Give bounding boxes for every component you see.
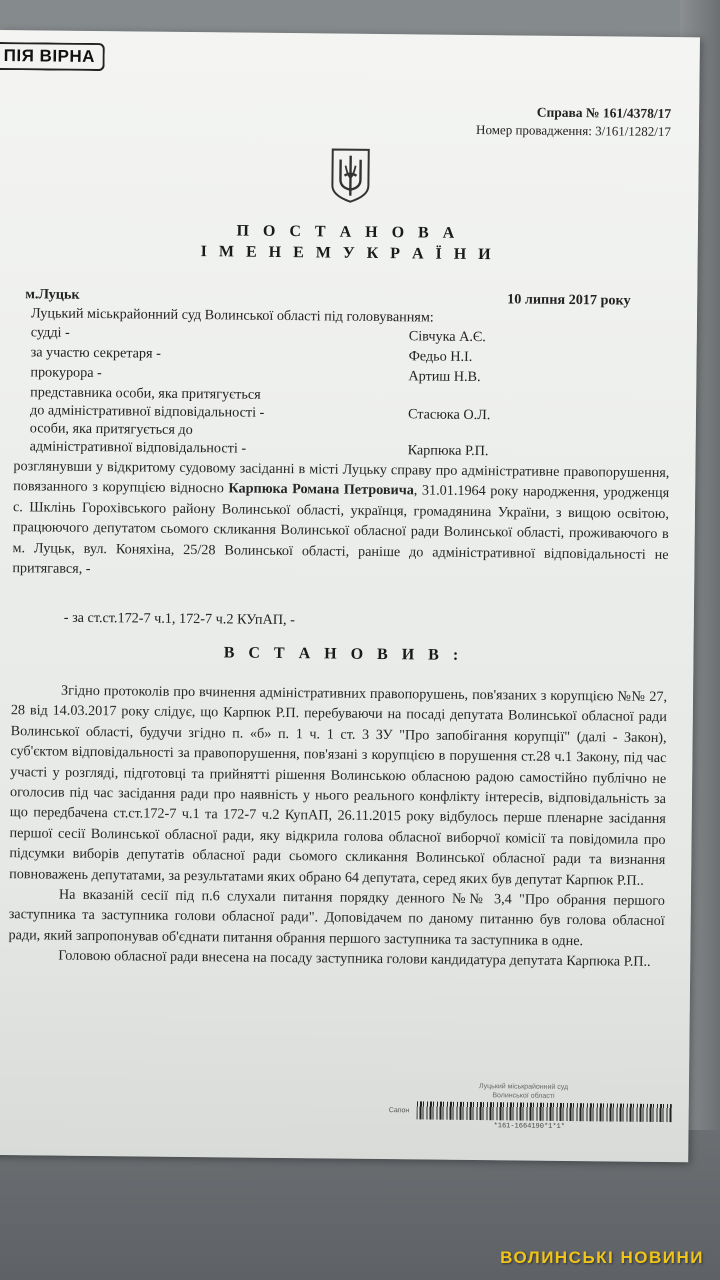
reviewed-paragraph: розглянувши у відкритому судовому засіданні в місті Луцьку справу про адміністративне правопорушення, повязанного з корупцією відносно Карпюка Романа Петровича, 31.01.1964 року народження, уродженця с. Шклінь Горохівського району Волинської області, українця, громадянина України, з вищою освітою, працюючого депутатом сьомого скликання Волинської обласної ради Волинської області, проживаючого в м. Луцьк, вул. Коняхіна, 25/28 Волинської області, раніше до адміністративної відповідальності не притягався, - [12, 458, 670, 578]
role-name-prosecutor: Артиш Н.В. [408, 368, 481, 386]
court-line: Луцький міськрайонний суд Волинської області під головуванням: [30, 305, 434, 326]
role-label-accused-2: адміністративної відповідальності - [29, 438, 247, 457]
case-info [476, 103, 671, 141]
role-label-representative-2: до адміністративної відповідальності - [29, 402, 265, 421]
barcode-side-label: Сапон [388, 1107, 410, 1115]
accused-full-name: Карпюка Романа Петровича [228, 480, 414, 499]
role-label-accused-1: особи, яка притягується до [29, 420, 193, 439]
body-paragraph-3: Головою обласної ради внесена на посаду заступника голови кандидатура депутата Карпюка Р.П.. [58, 947, 651, 971]
articles-line: - за ст.ст.172-7 ч.1, 172-7 ч.2 КУпАП, - [63, 609, 295, 629]
place: м.Луцьк [25, 286, 80, 303]
role-name-judge: Сівчука А.Є. [408, 328, 486, 346]
document-subtitle: І М Е Н Е М У К Р А Ї Н И [200, 243, 495, 264]
role-name-representative: Стасюка О.Л. [407, 406, 491, 424]
role-label-secretary: за участю секретаря - [30, 344, 161, 362]
role-name-secretary: Федьо Н.І. [408, 348, 473, 365]
role-label-judge: судді - [30, 324, 70, 341]
body-paragraph-2: На вказаній сесії під п.6 слухали питання порядку денного №№ 3,4 "Про обрання першого заступника та заступника голови обласної ради". Доповідачем по даному питанню був голова обласної ради, який запропонував об'єднати питання обрання першого заступника та заступника в одне. [8, 886, 665, 950]
trident-emblem-icon [328, 145, 373, 203]
court-footer-stamp: Луцький міськрайонний суд Волинської області [478, 1083, 569, 1100]
barcode-number: *161-1664190*1*1* [493, 1122, 566, 1131]
established-heading: В С Т А Н О В И В : [223, 644, 464, 664]
case-number: Справа № 161/4378/17 [536, 104, 672, 122]
news-watermark: ВОЛИНСЬКІ НОВИНИ [500, 1248, 704, 1267]
body-text [8, 680, 667, 973]
document-page [0, 30, 700, 1162]
proceeding-number: Номер провадження: 3/161/1282/17 [476, 121, 672, 140]
copy-stamp: ПІЯ ВІРНА [0, 42, 105, 71]
role-label-representative-1: представника особи, яка притягується [30, 384, 261, 403]
body-paragraph-1: Згідно протоколів про вчинення адміністративних правопорушень, пов'язаних з корупцією №№ 27, 28 від 14.03.2017 року слідує, що Карпюк Р.П. перебуваючи на посаді депутата Волинської обласної ради Волинської області, будучи згідно п. «б» п. 1 ч. 1 ст. 3 ЗУ "Про запобігання корупції" (далі - Закон), суб'єктом відповідальності за правопорушення, пов'язані з корупцією в порушення ст.28 ч.1 Закону, під час участі у розгляді, підготовці та прийнятті рішення Волинською обласною радою самостійно публічно не оголосив під час засідання ради про наявність у нього реального конфлікту інтересів, відповідальність за що передбачена ст.ст.172-7 ч.1 та 172-7 ч.2 КупАП, 26.11.2015 року відбулось перше пленарне засідання першої сесії Волинської обласної ради, яку відкрила голова обласної виборчої комісії та повідомила про підсумки виборів депутатів обласної ради сьомого скликання Волинської обласної ради та визнання повноважень депутатами, за результатами яких обрано 64 депутата, серед яких був депутат Карпюк Р.П.. [9, 682, 668, 889]
document-title: П О С Т А Н О В А [236, 222, 460, 242]
role-name-accused: Карпюка Р.П. [407, 442, 489, 460]
role-label-prosecutor: прокурора - [30, 364, 102, 382]
date: 10 липня 2017 року [507, 291, 631, 309]
barcode [417, 1101, 672, 1122]
